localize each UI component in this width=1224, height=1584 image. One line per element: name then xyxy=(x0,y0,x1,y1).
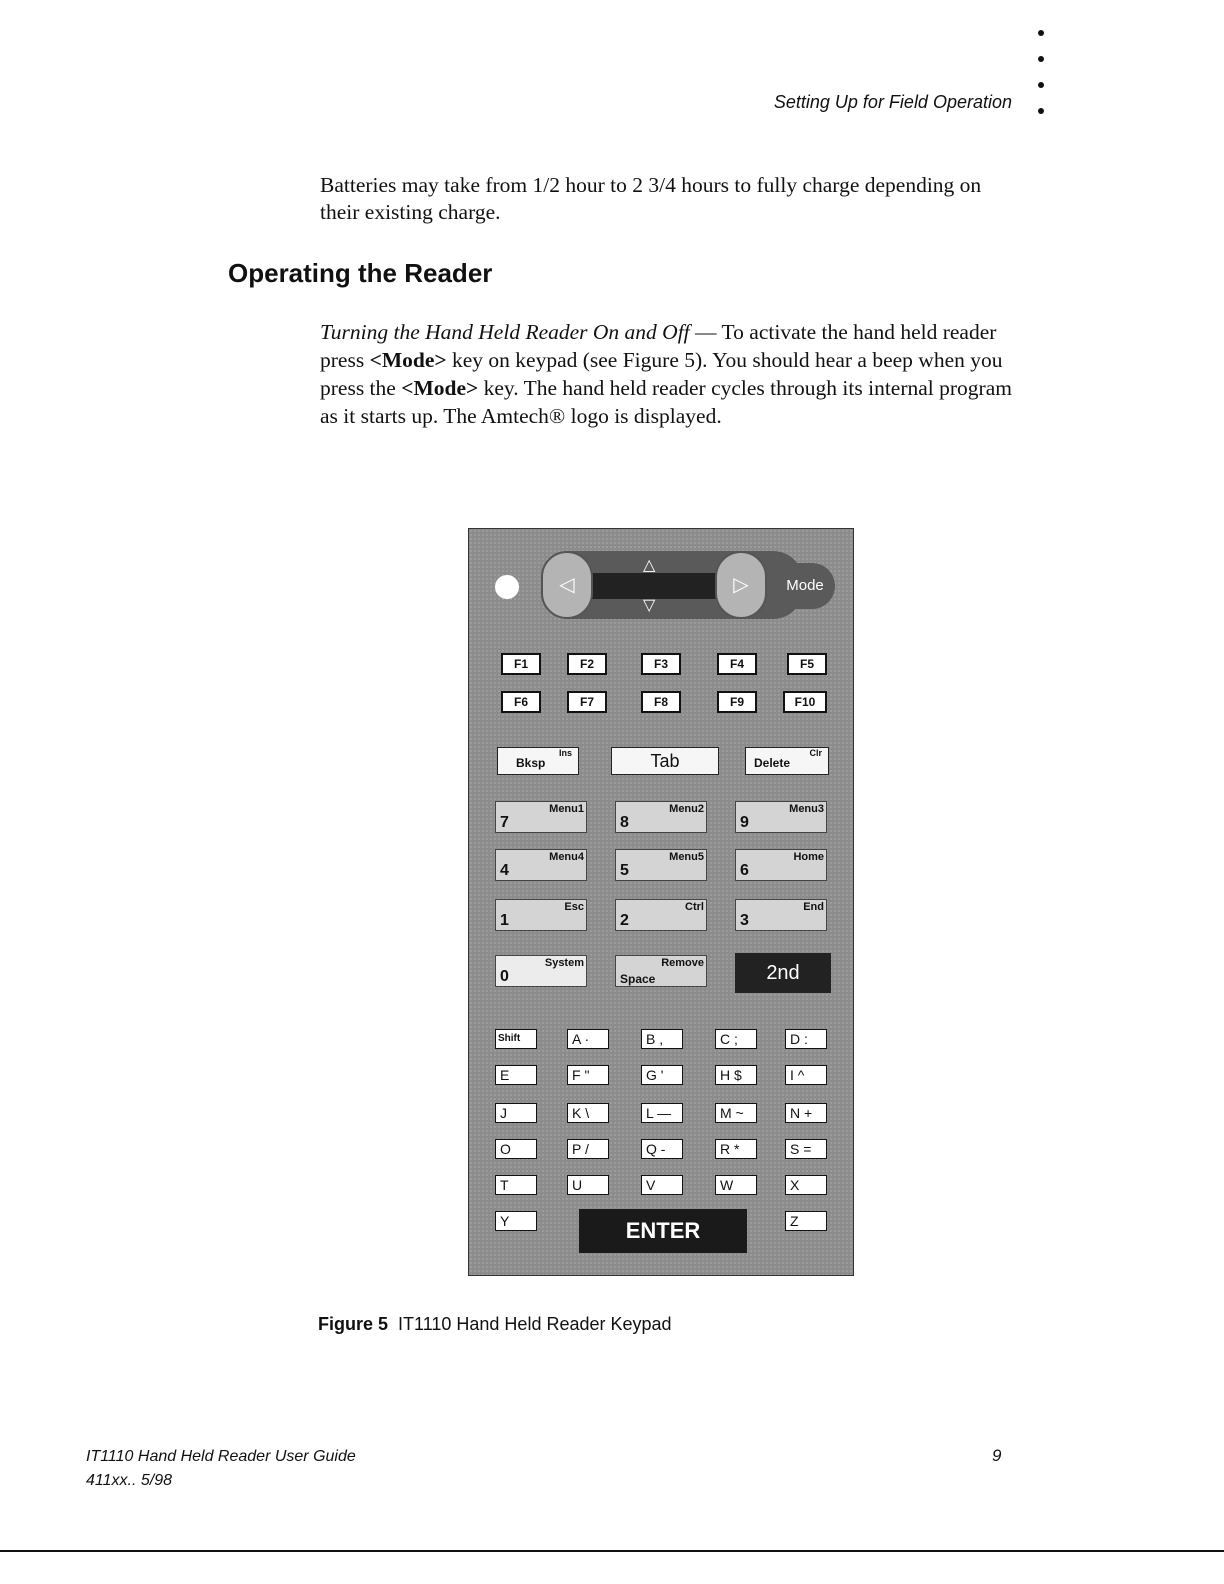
key-3-num: 3 xyxy=(740,912,749,929)
key-t: T xyxy=(495,1175,537,1195)
key-1-num: 1 xyxy=(500,912,509,929)
key-o: O xyxy=(495,1139,537,1159)
key-h: H $ xyxy=(715,1065,757,1085)
key-l: L — xyxy=(641,1103,683,1123)
f10-key: F10 xyxy=(783,691,827,713)
key-4-num: 4 xyxy=(500,862,509,879)
section-heading: Operating the Reader xyxy=(228,258,493,288)
key-v: V xyxy=(641,1175,683,1195)
key-3 xyxy=(735,899,827,931)
key-8 xyxy=(615,801,707,833)
delete-key xyxy=(745,747,829,775)
key-7-alt: Menu1 xyxy=(549,803,584,815)
clr-label: Clr xyxy=(809,748,822,758)
key-8-num: 8 xyxy=(620,814,629,831)
key-f: F " xyxy=(567,1065,609,1085)
key-1-alt: Esc xyxy=(564,901,584,913)
key-9 xyxy=(735,801,827,833)
f5-key: F5 xyxy=(787,653,827,675)
dot xyxy=(1038,56,1044,62)
key-0 xyxy=(495,955,587,987)
key-d: D : xyxy=(785,1029,827,1049)
key-x: X xyxy=(785,1175,827,1195)
key-2 xyxy=(615,899,707,931)
key-5-alt: Menu5 xyxy=(669,851,704,863)
keypad-figure xyxy=(468,528,854,1276)
figure-label: Figure 5 xyxy=(318,1314,389,1334)
bksp-label: Bksp xyxy=(516,756,546,770)
space-label: Space xyxy=(620,972,656,986)
f9-key: F9 xyxy=(717,691,757,713)
footer-code: 411xx.. 5/98 xyxy=(86,1472,172,1489)
para-mode-key-1: <Mode> xyxy=(369,348,447,372)
para-part2: key on keypad (see Figure 5). You should hear a beep when you press the xyxy=(320,348,1003,400)
key-9-num: 9 xyxy=(740,814,749,831)
key-u: U xyxy=(567,1175,609,1195)
key-9-alt: Menu3 xyxy=(789,803,824,815)
key-b: B , xyxy=(641,1029,683,1049)
key-4 xyxy=(495,849,587,881)
f7-key: F7 xyxy=(567,691,607,713)
nav-down-key: ▽ xyxy=(643,597,656,614)
nav-right-key: ▷ xyxy=(715,551,767,619)
mode-key: Mode xyxy=(775,563,835,609)
ins-label: Ins xyxy=(558,748,572,758)
figure-caption-text: IT1110 Hand Held Reader Keypad xyxy=(398,1314,672,1334)
key-g: G ' xyxy=(641,1065,683,1085)
intro-paragraph: Batteries may take from 1/2 hour to 2 3/4 hours to fully charge depending on their existing charge. xyxy=(320,173,982,224)
key-4-alt: Menu4 xyxy=(549,851,584,863)
key-i: I ^ xyxy=(785,1065,827,1085)
dot xyxy=(1038,82,1044,88)
nav-up-key: △ xyxy=(643,557,656,574)
f4-key: F4 xyxy=(717,653,757,675)
f2-key: F2 xyxy=(567,653,607,675)
key-c: C ; xyxy=(715,1029,757,1049)
key-z: Z xyxy=(785,1211,827,1231)
key-r: R * xyxy=(715,1139,757,1159)
bottom-rule xyxy=(0,1550,1224,1552)
key-2-num: 2 xyxy=(620,912,629,929)
key-s: S = xyxy=(785,1139,827,1159)
running-header: Setting Up for Field Operation xyxy=(773,92,1012,112)
key-7-num: 7 xyxy=(500,814,509,831)
para-part3: key. The hand held reader cycles through its internal program as it starts up. The Amtech® logo is displayed. xyxy=(320,376,1012,428)
operating-paragraph xyxy=(320,318,1020,430)
second-key: 2nd xyxy=(735,953,831,993)
key-6-alt: Home xyxy=(793,851,824,863)
bksp-key xyxy=(497,747,579,775)
page-number: 9 xyxy=(992,1446,1002,1465)
tab-key: Tab xyxy=(611,747,719,775)
key-0-num: 0 xyxy=(500,968,509,985)
para-part1: To activate the hand held reader press xyxy=(320,320,997,372)
shift-key: Shift xyxy=(495,1029,537,1049)
key-m: M ~ xyxy=(715,1103,757,1123)
dot xyxy=(1038,108,1044,114)
key-2-alt: Ctrl xyxy=(685,901,704,913)
dot xyxy=(1038,30,1044,36)
f6-key: F6 xyxy=(501,691,541,713)
para-dash: — xyxy=(689,320,722,344)
key-n: N + xyxy=(785,1103,827,1123)
key-p: P / xyxy=(567,1139,609,1159)
key-1 xyxy=(495,899,587,931)
key-3-alt: End xyxy=(803,901,824,913)
power-indicator xyxy=(495,575,519,599)
delete-label: Delete xyxy=(754,756,791,770)
key-0-alt: System xyxy=(544,957,584,969)
f1-key: F1 xyxy=(501,653,541,675)
remove-label: Remove xyxy=(661,957,704,969)
key-8-alt: Menu2 xyxy=(669,803,704,815)
key-k: K \ xyxy=(567,1103,609,1123)
key-q: Q - xyxy=(641,1139,683,1159)
key-7 xyxy=(495,801,587,833)
key-y: Y xyxy=(495,1211,537,1231)
key-a: A · xyxy=(567,1029,609,1049)
para-italic-lead: Turning the Hand Held Reader On and Off xyxy=(320,320,690,344)
key-5-num: 5 xyxy=(620,862,629,879)
key-w: W xyxy=(715,1175,757,1195)
figure-caption xyxy=(318,1314,672,1335)
header-dots-decoration xyxy=(1038,30,1046,134)
key-5 xyxy=(615,849,707,881)
key-6 xyxy=(735,849,827,881)
nav-left-key: ◁ xyxy=(541,551,593,619)
f8-key: F8 xyxy=(641,691,681,713)
space-key xyxy=(615,955,707,987)
footer-title: IT1110 Hand Held Reader User Guide xyxy=(86,1448,356,1465)
f3-key: F3 xyxy=(641,653,681,675)
key-6-num: 6 xyxy=(740,862,749,879)
key-e: E xyxy=(495,1065,537,1085)
key-j: J xyxy=(495,1103,537,1123)
enter-key: ENTER xyxy=(579,1209,747,1253)
nav-area xyxy=(469,529,855,639)
para-mode-key-2: <Mode> xyxy=(401,376,479,400)
